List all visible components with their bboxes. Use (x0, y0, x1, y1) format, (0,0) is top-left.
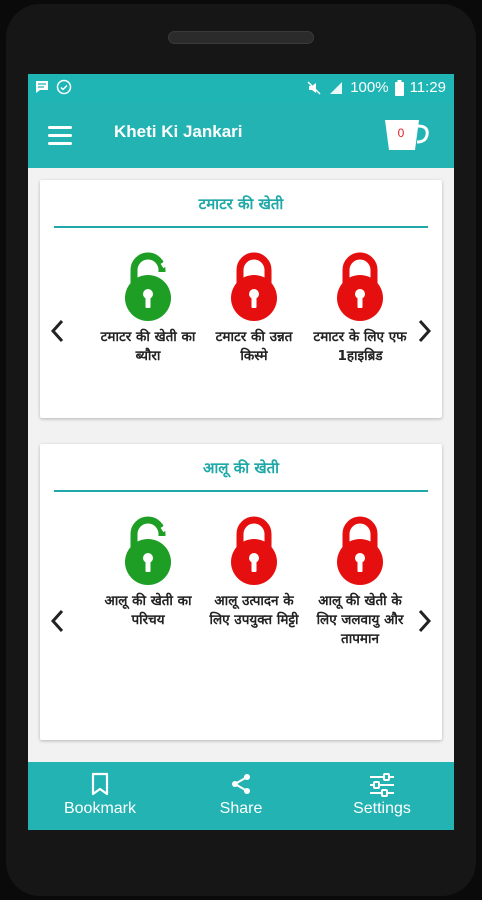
app-screen (28, 74, 454, 830)
cart-button[interactable] (382, 116, 430, 156)
section-divider (54, 226, 428, 228)
lesson-item-locked[interactable] (204, 250, 304, 366)
lesson-item-locked[interactable] (310, 250, 410, 366)
lesson-item-locked[interactable] (310, 514, 410, 649)
carousel-next-button[interactable] (412, 316, 436, 346)
app-bar (28, 102, 454, 168)
battery-percent: 100% (350, 79, 389, 96)
locked-padlock-icon (332, 514, 388, 586)
share-icon (229, 772, 253, 796)
bookmark-icon (90, 772, 110, 796)
mute-icon (306, 80, 322, 96)
chevron-right-icon (412, 316, 436, 346)
chevron-left-icon (46, 606, 70, 636)
unlocked-padlock-icon (120, 514, 176, 586)
earpiece-speaker (168, 31, 314, 44)
chevron-left-icon (46, 316, 70, 346)
message-notification-icon (34, 79, 50, 95)
nav-share[interactable] (191, 762, 291, 830)
locked-padlock-icon (226, 514, 282, 586)
hamburger-menu-icon[interactable] (48, 126, 74, 146)
battery-icon (395, 80, 404, 96)
lesson-label: आलू की खेती के लिए जलवायु और तापमान (316, 593, 404, 647)
carousel-prev-button[interactable] (46, 316, 70, 346)
clock: 11:29 (409, 79, 446, 96)
status-bar (28, 74, 454, 102)
lesson-label: टमाटर के लिए एफ 1हाइब्रिड (313, 329, 407, 364)
nav-settings-label: Settings (353, 800, 411, 817)
section-divider (54, 490, 428, 492)
lesson-item-unlocked[interactable] (98, 514, 198, 630)
cart-count-badge: 0 (397, 126, 405, 140)
locked-padlock-icon (332, 250, 388, 322)
chevron-right-icon (412, 606, 436, 636)
carousel-prev-button[interactable] (46, 606, 70, 636)
nav-bookmark[interactable] (50, 762, 150, 830)
nav-share-label: Share (219, 800, 263, 817)
section-title: टमाटर की खेती (198, 195, 284, 213)
locked-padlock-icon (226, 250, 282, 322)
section-card-tomato (40, 180, 442, 418)
lesson-item-unlocked[interactable] (98, 250, 198, 366)
section-card-potato (40, 444, 442, 740)
bottom-navigation (28, 762, 454, 830)
lesson-label: आलू की खेती का परिचय (104, 593, 192, 628)
unlocked-padlock-icon (120, 250, 176, 322)
app-title: Kheti Ki Jankari (114, 122, 243, 141)
sync-check-icon (56, 79, 72, 95)
settings-sliders-icon (368, 772, 396, 798)
signal-icon (328, 80, 344, 96)
nav-bookmark-label: Bookmark (63, 800, 137, 817)
nav-settings[interactable] (332, 762, 432, 830)
lesson-label: टमाटर की उन्नत किस्मे (215, 329, 293, 364)
lesson-item-locked[interactable] (204, 514, 304, 630)
section-title: आलू की खेती (202, 459, 280, 477)
lesson-label: आलू उत्पादन के लिए उपयुक्त मिट्टी (209, 593, 299, 628)
carousel-next-button[interactable] (412, 606, 436, 636)
lesson-label: टमाटर की खेती का ब्यौरा (100, 329, 196, 364)
